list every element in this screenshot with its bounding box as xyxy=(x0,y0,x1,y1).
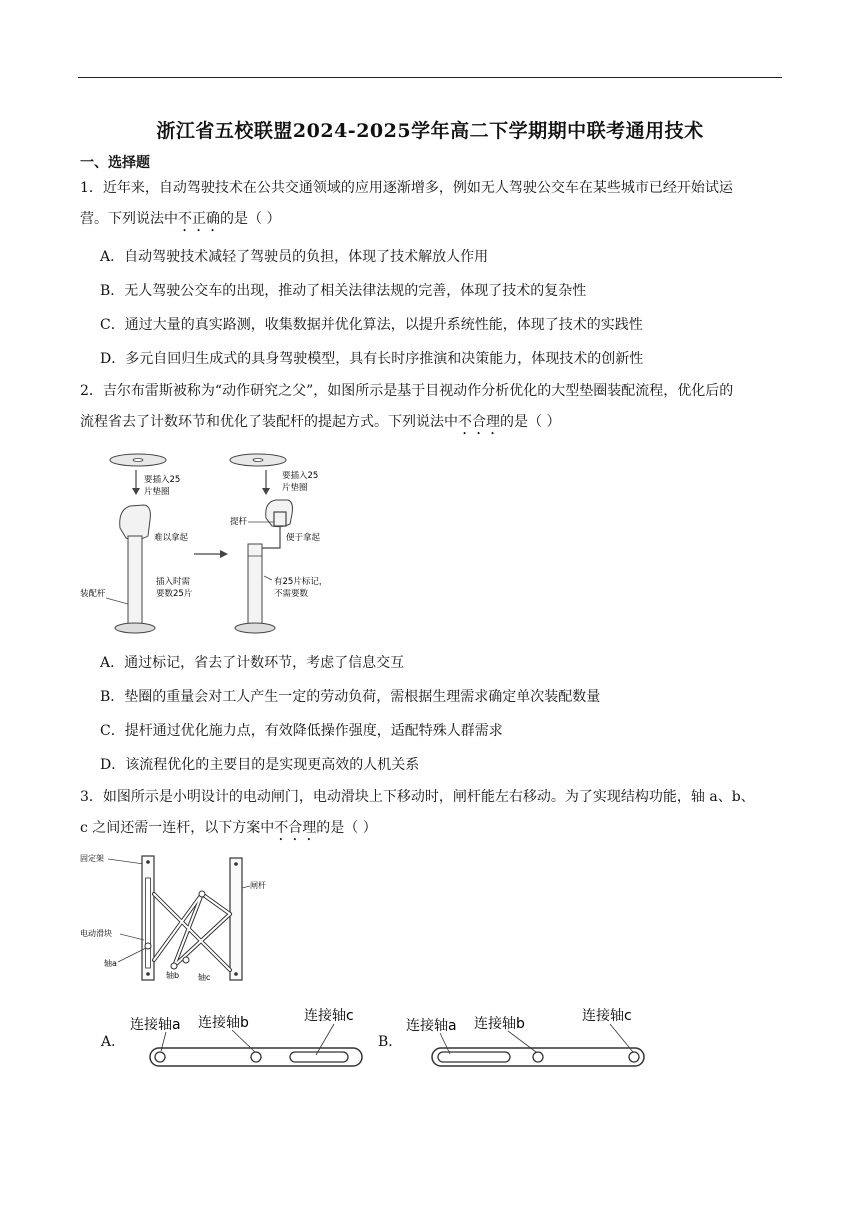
slot-a xyxy=(438,1052,510,1062)
right-easy-label: 便于拿起 xyxy=(286,533,321,543)
header-rule xyxy=(78,77,782,78)
gate-rod-label: 闸杆 xyxy=(250,881,266,890)
q2-stem-tail: 的是（ ） xyxy=(500,414,561,430)
slot-c xyxy=(290,1052,348,1062)
q3-stem-line2 xyxy=(80,818,784,844)
q1-stem-line1: 1．近年来，自动驾驶技术在公共交通领域的应用逐渐增多，例如无人驾驶公交车在某些城市已经开始试运 xyxy=(80,180,733,196)
q2-stem-line1: 2．吉尔布雷斯被称为“动作研究之父”，如图所示是基于目视动作分析优化的大型垫圈装配流程，优化后的 xyxy=(80,383,734,399)
option-b-axis-c-label: 连接轴c xyxy=(582,1008,632,1024)
q3-emphasis: 不合理 xyxy=(274,820,317,836)
left-insert-label-1: 要插入25 xyxy=(144,475,181,485)
option-a-axis-c-label: 连接轴c xyxy=(304,1008,354,1024)
q3-option-a-figure xyxy=(128,1002,368,1068)
q1-option-c: C．通过大量的真实路测，收集数据并优化算法，以提升系统性能，体现了技术的实践性 xyxy=(100,317,643,333)
q1-option-b: B．无人驾驶公交车的出现，推动了相关法律法规的完善，体现了技术的复杂性 xyxy=(100,283,587,299)
q1-option-a: A．自动驾驶技术减轻了驾驶员的负担，体现了技术解放人作用 xyxy=(100,249,489,265)
axis-c-pin xyxy=(183,957,189,963)
q3-option-b-figure xyxy=(404,1002,649,1068)
right-mark-label-2: 不需要数 xyxy=(274,589,309,599)
option-b-axis-a-label: 连接轴a xyxy=(406,1018,457,1034)
axis-c-label: 轴c xyxy=(198,973,211,982)
option-b-axis-b-label: 连接轴b xyxy=(474,1016,525,1032)
q2-stem-line2 xyxy=(80,412,784,438)
down-arrow-icon xyxy=(132,488,140,495)
q2-stem-text: 流程省去了计数环节和优化了装配杆的提起方式。下列说法中 xyxy=(80,414,458,430)
handle-label: 提杆 xyxy=(230,517,248,527)
q2-option-b: B．垫圈的重量会对工人产生一定的劳动负荷，需根据生理需求确定单次装配数量 xyxy=(100,689,601,705)
q3-stem-text: c 之间还需一连杆，以下方案中 xyxy=(80,820,275,836)
left-count-label-1: 插入时需 xyxy=(156,577,191,587)
q2-emphasis: 不合理 xyxy=(458,414,500,430)
gate-rod xyxy=(230,858,242,980)
page-title: 浙江省五校联盟2024-2025学年高二下学期期中联考通用技术 xyxy=(156,120,704,142)
q1-stem-tail: 的是（ ） xyxy=(220,211,281,227)
q3-figure xyxy=(78,850,298,990)
down-arrow-icon xyxy=(262,488,270,495)
hand-icon xyxy=(266,500,293,527)
slider-label: 电动滑块 xyxy=(80,929,112,938)
axis-a-label: 轴a xyxy=(104,959,117,968)
hole-b xyxy=(533,1052,543,1062)
right-arrow-icon xyxy=(220,550,228,558)
axis-b-pin xyxy=(171,963,177,969)
rod-label: 装配杆 xyxy=(80,589,106,599)
q3-option-b-letter: B． xyxy=(378,1034,403,1050)
right-insert-label-1: 要插入25 xyxy=(282,471,319,481)
q1-option-d: D．多元自回归生成式的具身驾驶模型，具有长时序推演和决策能力，体现技术的创新性 xyxy=(100,351,644,367)
option-a-axis-a-label: 连接轴a xyxy=(130,1017,181,1033)
left-count-label-2: 要数25片 xyxy=(156,589,193,599)
q2-option-a: A．通过标记，省去了计数环节，考虑了信息交互 xyxy=(100,655,405,671)
right-mark-label-1: 有25片标记， xyxy=(274,577,328,587)
rod-base xyxy=(235,623,275,633)
fixed-frame-label: 固定架 xyxy=(80,854,104,863)
option-a-axis-b-label: 连接轴b xyxy=(198,1015,249,1031)
assembly-rod xyxy=(128,536,142,624)
left-hard-label: 难以拿起 xyxy=(154,533,189,543)
q3-option-a-letter: A． xyxy=(101,1034,126,1050)
hole-b xyxy=(251,1052,261,1062)
q1-stem-text: 营。下列说法中 xyxy=(80,211,178,227)
right-insert-label-2: 片垫圈 xyxy=(282,483,308,493)
q1-stem-line2 xyxy=(80,209,784,235)
q1-emphasis: 不正确 xyxy=(178,211,220,227)
hole-a xyxy=(155,1052,165,1062)
slider-track xyxy=(146,878,151,968)
rod-base xyxy=(115,623,155,633)
left-insert-label-2: 片垫圈 xyxy=(144,487,170,497)
q2-figure xyxy=(78,448,348,643)
q3-stem-line1: 3．如图所示是小明设计的电动闸门，电动滑块上下移动时，闸杆能左右移动。为了实现结构功能，轴 a、b、 xyxy=(80,789,755,805)
hole-c xyxy=(629,1052,639,1062)
hand-icon xyxy=(120,505,151,540)
section-heading: 一、选择题 xyxy=(80,155,150,171)
q3-stem-tail: 的是（ ） xyxy=(316,820,377,836)
q2-option-c: C．提杆通过优化施力点，有效降低操作强度，适配特殊人群需求 xyxy=(100,723,503,739)
q2-option-d: D．该流程优化的主要目的是实现更高效的人机关系 xyxy=(100,757,420,773)
axis-b-label: 轴b xyxy=(166,971,180,980)
